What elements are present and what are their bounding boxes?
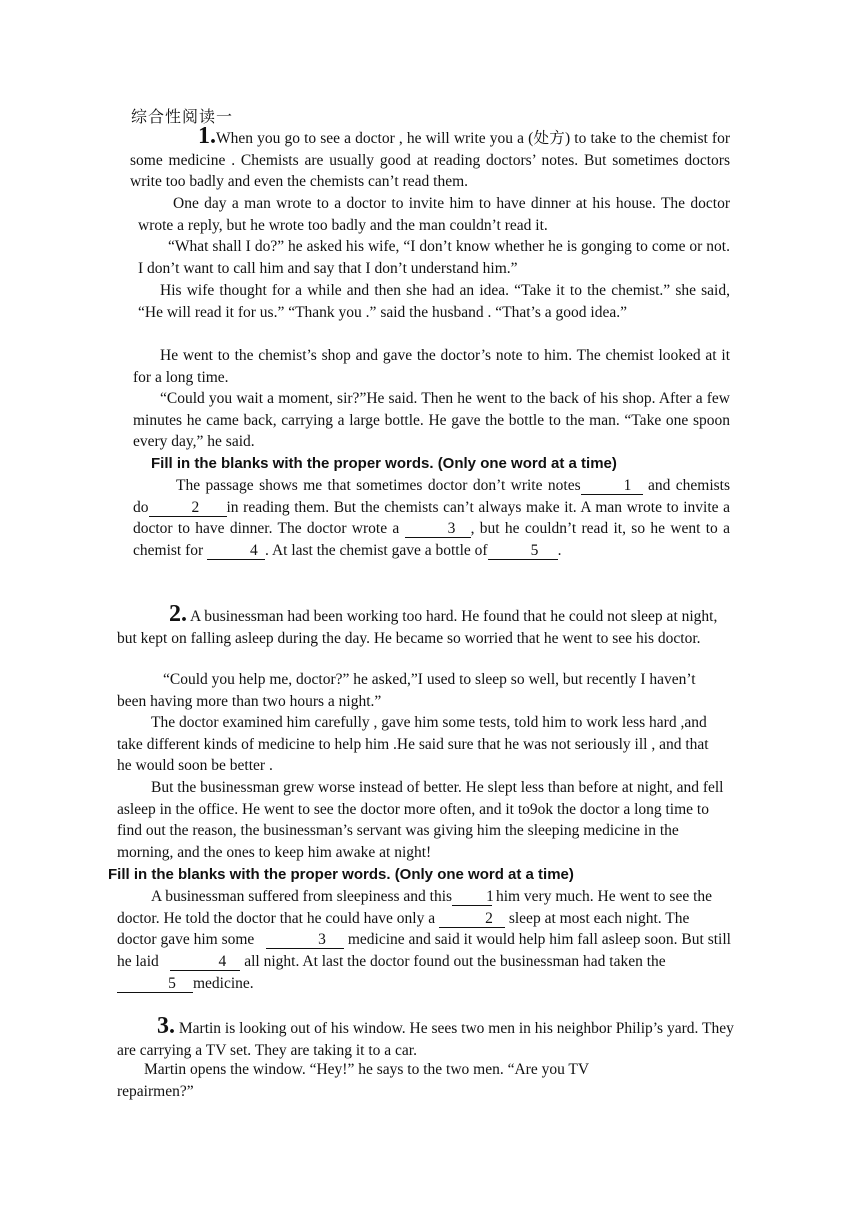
passage-1-text-2: One day a man wrote to a doctor to invite him to have dinner at his house. The doctor wrote a reply, but he wrote too badly and the man couldn’t read it.	[138, 195, 730, 234]
passage-1-paragraph-5	[133, 345, 730, 388]
passage-1-paragraph-2	[138, 193, 730, 236]
blank-5: 5	[117, 976, 193, 993]
passage-1-paragraph-3	[138, 236, 730, 279]
passage-2-exercise	[117, 886, 732, 995]
blank-4: 4	[207, 543, 265, 560]
exercise-text: in reading them. But the chemists can’t always make it. A man wrote to invite a doctor to have dinner. The doctor wrote a	[133, 498, 730, 538]
passage-2-text-4: But the businessman grew worse instead of better. He slept less than before at night, and fell asleep in the office. He went to see the doctor more often, and it to9ok the doctor a long time to find out the reason, the businessman’s servant was giving him the sleeping medicine in the morning, and the ones to keep him awake at night!	[117, 779, 724, 862]
exercise-text: . At last the chemist gave a bottle of	[265, 542, 488, 560]
exercise-text: him very much. He went to see the doctor. He told the doctor that he could have only a	[117, 888, 713, 927]
blank-3: 3	[266, 932, 344, 949]
passage-1-text-5: He went to the chemist’s shop and gave the doctor’s note to him. The chemist looked at it for a long time.	[133, 347, 730, 386]
passage-2-instruction: Fill in the blanks with the proper words. (Only one word at a time)	[108, 866, 574, 883]
passage-2-paragraph-1	[117, 601, 737, 649]
page-title: 综合性阅读一	[131, 109, 234, 126]
blank-2: 2	[439, 911, 505, 928]
passage-2-text-3: The doctor examined him carefully , gave him some tests, told him to work less hard ,and take different kinds of medicine to help him .He said sure that he was not seriously ill , and that he would soon be better .	[117, 714, 709, 775]
passage-1-text-6: “Could you wait a moment, sir?”He said. Then he went to the back of his shop. After a few minutes he came back, carrying a large bottle. He gave the bottle to the man. “Take one spoon every day,” he said.	[133, 390, 730, 451]
passage-1-paragraph-6	[133, 388, 730, 453]
exercise-text: all night. At last the doctor found out the businessman had taken the	[244, 953, 666, 971]
passage-3-paragraph-2	[117, 1059, 657, 1102]
passage-2-text-1: A businessman had been working too hard. He found that he could not sleep at night, but kept on falling asleep during the day. He became so worried that he went to see his doctor.	[117, 608, 718, 647]
passage-2-paragraph-4	[117, 777, 727, 864]
exercise-text: medicine and said it would help him fall asleep soon. But still he laid	[117, 931, 731, 971]
passage-1-paragraph-1	[130, 123, 730, 193]
passage-1-exercise	[133, 475, 730, 562]
blank-5: 5	[488, 543, 558, 560]
passage-3-text-1: Martin is looking out of his window. He sees two men in his neighbor Philip’s yard. They are carrying a TV set. They are taking it to a car.	[117, 1020, 734, 1059]
passage-3-text-2: Martin opens the window. “Hey!” he says to the two men. “Are you TV repairmen?”	[117, 1061, 589, 1100]
passage-1-text-1: When you go to see a doctor , he will write you a (处方) to take to the chemist for some medicine . Chemists are usually good at reading doctors’ notes. But sometimes doctors write too badly and even the chemists can’t read them.	[130, 130, 730, 191]
blank-1: 1	[452, 889, 492, 906]
exercise-text: The passage shows me that sometimes doctor don’t write notes	[176, 477, 581, 494]
passage-1-text-3: “What shall I do?” he asked his wife, “I don’t know whether he is gonging to come or not. I don’t want to call him and say that I don’t understand him.”	[138, 238, 730, 277]
blank-2: 2	[149, 500, 227, 517]
passage-1-text-4: His wife thought for a while and then she had an idea. “Take it to the chemist.” she said, “He will read it for us.” “Thank you .” said the husband . “That’s a good idea.”	[138, 282, 730, 321]
passage-2-text-2: “Could you help me, doctor?” he asked,”I used to sleep so well, but recently I haven’t been having more than two hours a night.”	[117, 671, 696, 710]
exercise-text: A businessman suffered from sleepiness and this	[151, 888, 453, 905]
passage-2-number: 2.	[169, 601, 187, 627]
exercise-text: , but he couldn’t read it, so he went to a chemist for	[133, 520, 730, 560]
blank-4: 4	[170, 954, 240, 971]
exercise-text: sleep at most each night. The doctor gave him some	[117, 909, 690, 949]
passage-1-number: 1.	[198, 123, 216, 149]
blank-3: 3	[405, 521, 471, 538]
passage-2-paragraph-2	[117, 669, 707, 712]
passage-1-instruction: Fill in the blanks with the proper words. (Only one word at a time)	[151, 455, 617, 472]
passage-3-number: 3.	[157, 1013, 175, 1039]
exercise-text: and chemists do	[133, 477, 731, 516]
exercise-text: medicine.	[193, 974, 254, 992]
exercise-text: .	[557, 542, 562, 560]
passage-3-paragraph-1	[117, 1013, 737, 1061]
passage-2-paragraph-3	[117, 712, 717, 777]
passage-1-paragraph-4	[138, 280, 730, 323]
blank-1: 1	[581, 478, 643, 495]
